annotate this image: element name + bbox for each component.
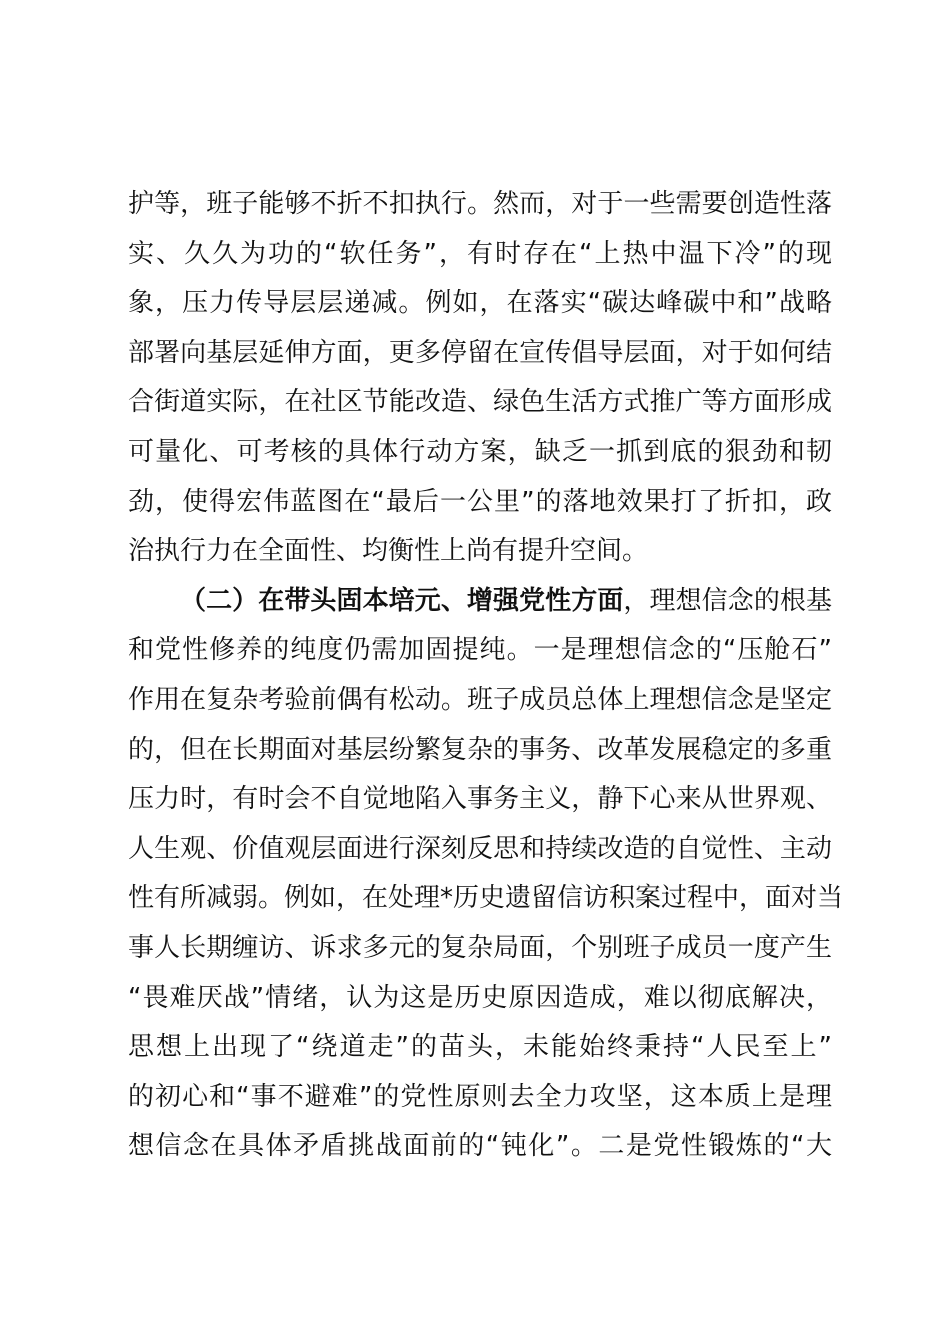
text-line: 思想上出现了“绕道走”的苗头，未能始终秉持“人民至上” bbox=[128, 1032, 832, 1063]
text-line: 可量化、可考核的具体行动方案，缺乏一抓到底的狠劲和韧 bbox=[128, 436, 832, 467]
paragraph-party-spirit bbox=[128, 577, 844, 1172]
text-line: 性有所减弱。例如，在处理*历史遗留信访积案过程中，面对当 bbox=[128, 883, 844, 914]
text-line: 象，压力传导层层递减。例如，在落实“碳达峰碳中和”战略 bbox=[128, 288, 832, 319]
text-line: 的初心和“事不避难”的党性原则去全力攻坚，这本质上是理 bbox=[128, 1081, 832, 1112]
text-line: 压力时，有时会不自觉地陷入事务主义，静下心来从世界观、 bbox=[128, 784, 832, 815]
text-line: 合街道实际，在社区节能改造、绿色生活方式推广等方面形成 bbox=[128, 387, 832, 418]
text-line: 的，但在长期面对基层纷繁复杂的事务、改革发展稳定的多重 bbox=[128, 734, 832, 765]
section-heading: （二）在带头固本培元、增强党性方面 bbox=[180, 585, 624, 616]
text-line: 实、久久为功的“软任务”，有时存在“上热中温下冷”的现 bbox=[128, 238, 832, 269]
heading-tail-text: ，理想信念的根基 bbox=[623, 585, 832, 616]
text-line: 作用在复杂考验前偶有松动。班子成员总体上理想信念是坚定 bbox=[128, 684, 832, 715]
text-line: 护等，班子能够不折不扣执行。然而，对于一些需要创造性落 bbox=[128, 189, 832, 219]
text-line: 和党性修养的纯度仍需加固提纯。一是理想信念的“压舱石” bbox=[128, 635, 832, 666]
text-line: 事人长期缠访、诉求多元的复杂局面，个别班子成员一度产生 bbox=[128, 932, 832, 963]
paragraph-political-execution bbox=[128, 180, 832, 577]
text-line: “畏难厌战”情绪，认为这是历史原因造成，难以彻底解决， bbox=[128, 982, 832, 1013]
text-line: 治执行力在全面性、均衡性上尚有提升空间。 bbox=[128, 536, 649, 567]
document-page bbox=[128, 180, 844, 1172]
text-line: 想信念在具体矛盾挑战面前的“钝化”。二是党性锻炼的“大 bbox=[128, 1131, 832, 1162]
text-line: 部署向基层延伸方面，更多停留在宣传倡导层面，对于如何结 bbox=[128, 337, 832, 368]
section-heading-line bbox=[128, 577, 832, 627]
text-line: 劲，使得宏伟蓝图在“最后一公里”的落地效果打了折扣，政 bbox=[128, 486, 832, 517]
text-line: 人生观、价值观层面进行深刻反思和持续改造的自觉性、主动 bbox=[128, 833, 832, 864]
